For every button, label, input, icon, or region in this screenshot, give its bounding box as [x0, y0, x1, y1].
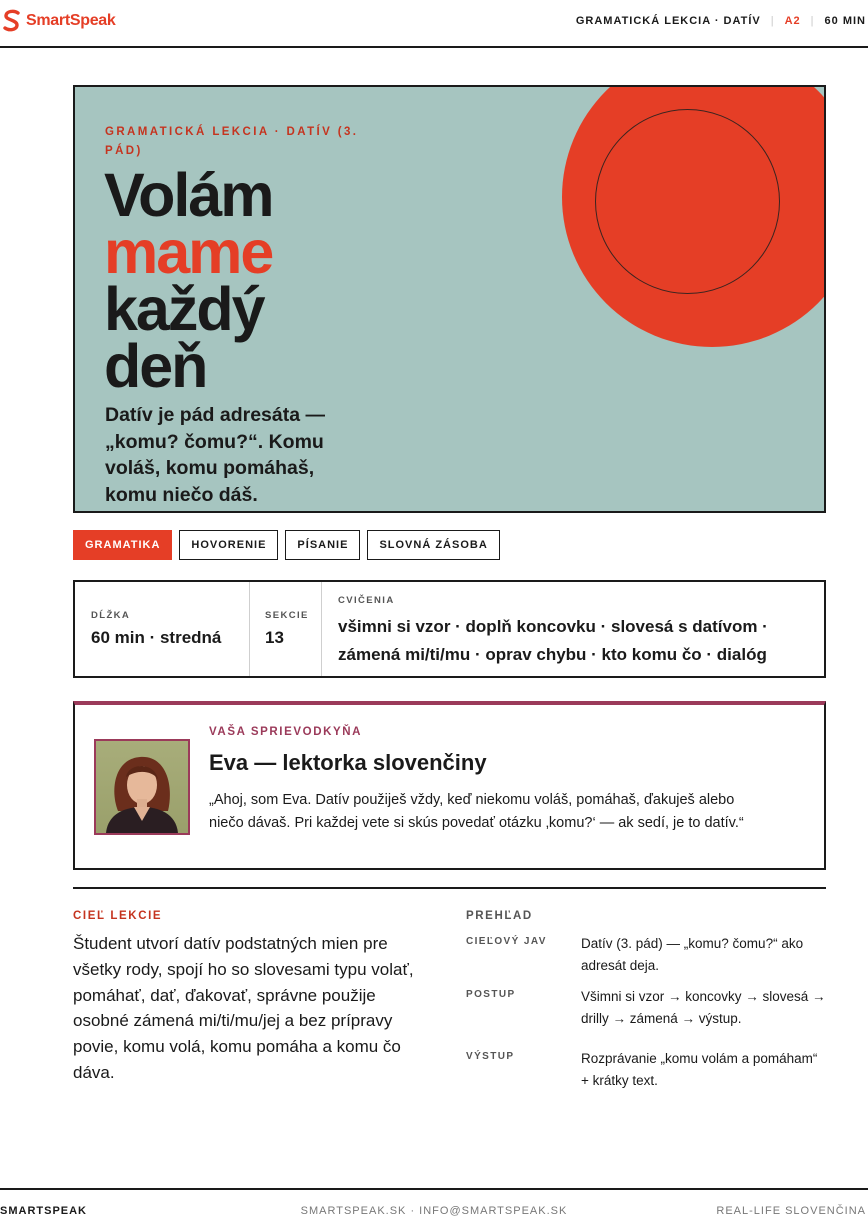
- lesson-meta: [576, 15, 866, 27]
- meta-separator: |: [770, 15, 775, 27]
- goal-text: Študent utvorí datív podstatných mien pre všetky rody, spojí ho so slovesami typu volať, pomáhať, dať, ďakovať, správne použije osobné zámená mi/ti/mu/jej a bez prípravy povie, komu volá, komu pomáha a komu čo dáva.: [73, 934, 414, 1082]
- lesson-type: GRAMATICKÁ LEKCIA · DATÍV: [575, 15, 761, 27]
- smartspeak-logo-icon: [2, 9, 22, 33]
- goal-label: CIEĽ LEKCIE: [73, 910, 163, 922]
- hero-title: [104, 161, 273, 400]
- footer-contact: SMARTSPEAK.SK · INFO@SMARTSPEAK.SK: [300, 1205, 568, 1217]
- lesson-duration: 60 MIN: [824, 15, 866, 27]
- guide-portrait-icon: [96, 741, 188, 833]
- lesson-level: A2: [784, 15, 801, 27]
- hero-banner: [73, 85, 826, 513]
- tab-gramatika[interactable]: GRAMATIKA: [73, 530, 172, 560]
- stat-label: SEKCIE: [265, 610, 309, 621]
- footer: [0, 1188, 868, 1228]
- hero-title-accent: mame: [104, 218, 273, 286]
- tab-pisanie[interactable]: PÍSANIE: [285, 530, 360, 560]
- guide-kicker: VAŠA SPRIEVODKYŇA: [209, 726, 363, 738]
- hero-title-line: deň: [104, 332, 207, 400]
- stat-label: CVIČENIA: [338, 595, 395, 606]
- overview-value: Rozprávanie „komu volám a pomáham“ + krátky text.: [581, 1051, 818, 1088]
- decorative-ring: [595, 109, 780, 294]
- stat-duration: [75, 582, 250, 676]
- guide-card: [73, 701, 826, 870]
- section-divider: [73, 887, 826, 889]
- meta-separator: |: [810, 15, 815, 27]
- brand-name: SmartSpeak: [26, 12, 116, 29]
- hero-title-line: Volám: [104, 161, 273, 229]
- stat-exercises: [322, 582, 824, 676]
- tab-slovna-zasoba[interactable]: SLOVNÁ ZÁSOBA: [367, 530, 499, 560]
- overview-title: PREHĽAD: [466, 910, 533, 922]
- brand-logo[interactable]: [2, 9, 116, 33]
- overview-key: CIEĽOVÝ JAV: [466, 936, 547, 947]
- stat-sections: [250, 582, 322, 676]
- skill-tabs: [73, 530, 500, 560]
- guide-avatar: [94, 739, 190, 835]
- top-bar: [0, 0, 868, 48]
- overview-value: Všimni si vzor → koncovky → slovesá → drilly → zámená → výstup.: [581, 989, 826, 1026]
- stat-label: DĹŽKA: [91, 610, 131, 621]
- stat-value: 60 min · stredná: [91, 628, 222, 647]
- stat-value: všimni si vzor · doplň koncovku · slovesá s datívom · zámená mi/ti/mu · oprav chybu · kto komu čo · dialóg: [338, 617, 768, 664]
- hero-kicker: GRAMATICKÁ LEKCIA · DATÍV (3. PÁD): [105, 126, 359, 157]
- footer-tagline: REAL-LIFE SLOVENČINA: [716, 1205, 866, 1217]
- guide-quote: „Ahoj, som Eva. Datív použiješ vždy, keď niekomu voláš, pomáhaš, ďakuješ alebo niečo dávaš. Pri každej vete si skús povedať otázku ‚komu?‘ — ak sedí, je to datív.“: [209, 792, 744, 831]
- lesson-stats: [73, 580, 826, 678]
- footer-brand: SMARTSPEAK: [0, 1205, 88, 1217]
- tab-hovorenie[interactable]: HOVORENIE: [179, 530, 278, 560]
- overview-key: POSTUP: [466, 989, 516, 1000]
- guide-name: Eva — lektorka slovenčiny: [209, 750, 487, 775]
- overview-key: VÝSTUP: [466, 1051, 515, 1062]
- hero-lead: Datív je pád adresáta — „komu? čomu?“. Komu voláš, komu pomáhaš, komu niečo dáš.: [105, 404, 326, 506]
- stat-value: 13: [265, 628, 284, 647]
- hero-title-line: každý: [104, 275, 264, 343]
- overview-value: Datív (3. pád) — „komu? čomu?“ ako adresát deja.: [581, 936, 804, 973]
